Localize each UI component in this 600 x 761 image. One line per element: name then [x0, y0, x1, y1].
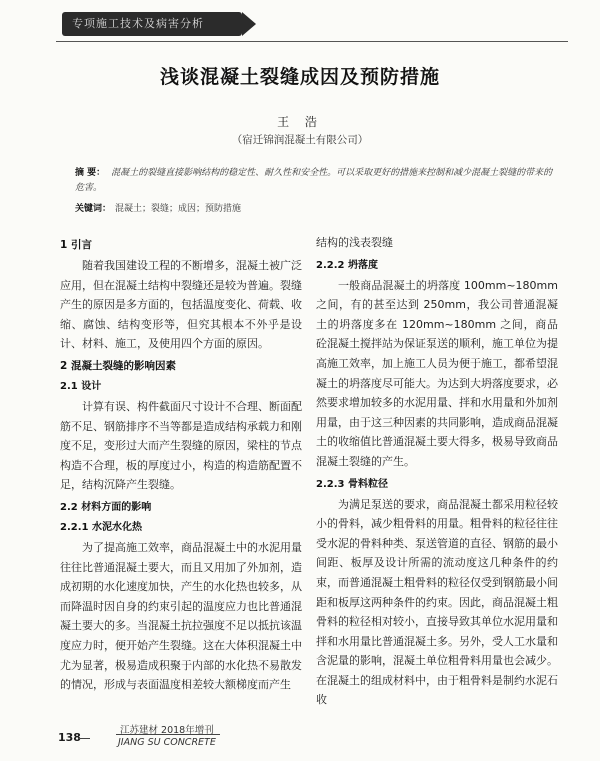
subsection-heading-aggregate: 2.2.3 骨料粒径: [316, 478, 388, 490]
left-column: [60, 233, 302, 695]
paragraph-slump: 一般商品混凝土的坍落度 100mm~180mm 之间，有的甚至达到 250mm，我公司普通混凝土的坍落度多在 120mm~180mm 之间，商品砼混凝土搅拌站为保证泵送的顺利，施工单位为提高施工效率，加上施工人员为便于施工，都希望混凝土的坍落度尽可能大。为达到大坍落度要求，必然要求增加较多的水泥用量、拌和水用量和外加剂用量，由于这三种因素的共同影响，造成商品混凝土的收缩值比普通混凝土要大得多，极易导致商品混凝土裂缝的产生。: [316, 278, 558, 468]
keywords: [75, 201, 560, 214]
abstract-label: 摘 要：: [75, 168, 106, 178]
subsection-heading-slump: 2.2.2 坍落度: [316, 259, 378, 271]
keywords-text: 混凝土；裂缝；成因；预防措施: [115, 204, 242, 214]
paragraph-intro: 随着我国建设工程的不断增多，混凝土被广泛应用，但在混凝土结构中裂缝还是较为普遍。裂缝产生的原因是多方面的，包括温度变化、荷载、收缩、腐蚀、结构变形等，但究其根本不外乎是设计、材料、施工，及使用四个方面的原因。: [60, 259, 302, 351]
section-heading-intro: 1 引言: [60, 239, 92, 251]
keywords-label: 关键词：: [75, 204, 112, 214]
paragraph-design: 计算有误、构件截面尺寸设计不合理、断面配筋不足、钢筋排序不当等都是造成结构承载力和刚度不足，变形过大而产生裂缝的原因，梁柱的节点构造不合理，板的厚度过小，构造的构造筋配置不足，结构沉降产生裂缝。: [60, 399, 302, 492]
footer-dash: [78, 738, 90, 739]
subsection-heading-hydration-heat: 2.2.1 水泥水化热: [60, 521, 142, 533]
subsection-heading-materials: 2.2 材料方面的影响: [60, 501, 152, 513]
paragraph-continued: 结构的浅表裂缝: [316, 236, 393, 249]
abstract-text: 混凝土的裂缝直接影响结构的稳定性、耐久性和安全性。可以采取更好的措施来控制和减少混凝土裂缝的带来的危害。: [75, 168, 553, 193]
header-rule: [56, 41, 568, 42]
subsection-heading-design: 2.1 设计: [60, 380, 102, 392]
paragraph-hydration-heat: 为了提高施工效率，商品混凝土中的水泥用量往往比普通混凝土要大，而且又用加了外加剂，造成初期的水化速度加快，产生的水化热也较多，从而降温时因自身的约束引起的温度应力也比普通混凝土要大的多。当混凝土抗拉强度不足以抵抗该温度应力时，便开始产生裂缝。这在大体积混凝土中尤为显著，极易造成积聚于内部的水化热不易散发的情况，形成与表面温度相差较大额梯度而产生: [60, 540, 302, 692]
author-affiliation: （宿迁锦润混凝土有限公司）: [231, 134, 369, 146]
right-column: [316, 233, 558, 710]
journal-name: 江苏建材 2018年增刊: [120, 725, 214, 736]
abstract: [75, 166, 560, 196]
column-tag: 专项施工技术及病害分析: [62, 12, 242, 36]
section-heading-factors: 2 混凝土裂缝的影响因素: [60, 359, 176, 372]
paragraph-aggregate: 为满足泵送的要求，商品混凝土都采用粒径较小的骨料，减少粗骨料的用量。粗骨料的粒径往往受水泥的骨料种类、泵送管道的直径、钢筋的最小间距、板厚及设计所需的流动度这几种条件的约束，而普通混凝土粗骨料的粒径仅受到钢筋最小间距和板厚这两种条件的约束。因此，商品混凝土粗骨料的粒径相对较小，直接导致其单位水泥用量和拌和水用量比普通混凝土多。另外，受人工水量和含泥量的影响，混凝土单位粗骨料用量也会减少。在混凝土的组成材料中，由于粗骨料是制约水泥石收: [316, 497, 558, 707]
journal-name-en: JIANG SU CONCRETE: [118, 737, 216, 748]
page-number: 138: [58, 731, 81, 744]
footer-rule: [116, 734, 220, 735]
article-author: 王 浩: [277, 115, 323, 129]
article-title: 浅谈混凝土裂缝成因及预防措施: [159, 66, 440, 88]
